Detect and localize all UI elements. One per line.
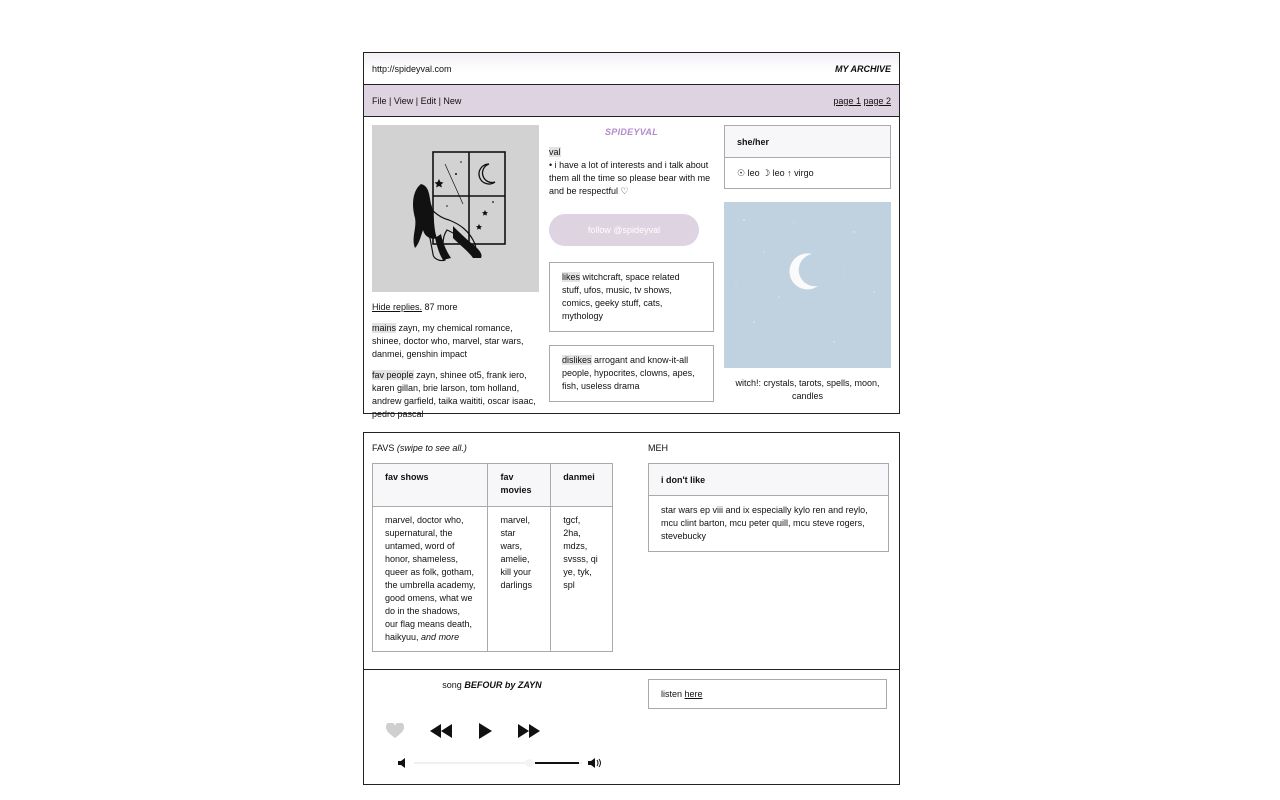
volume-high-icon[interactable]: [588, 758, 602, 768]
player-controls: [386, 723, 540, 739]
menu-sep: |: [386, 95, 394, 106]
cell-fav-shows: [373, 507, 488, 652]
listen-section: [648, 678, 887, 776]
likes-label: likes: [562, 272, 581, 282]
volume-thumb[interactable]: [525, 759, 533, 767]
favs-window: [363, 432, 900, 670]
dislikes-text: arrogant and know-it-all people, hypocrites, clowns, apes, fish, useless drama: [562, 355, 695, 391]
meh-card: [648, 463, 889, 552]
menu-bar: [364, 85, 899, 117]
fav-people-line: [372, 369, 539, 421]
pronouns: she/her: [725, 126, 890, 158]
replies-line: [372, 301, 539, 314]
volume-fill: [535, 762, 579, 764]
player-window: [363, 670, 900, 785]
col-header-fav-movies: fav movies: [488, 464, 551, 507]
favs-section: [372, 441, 613, 652]
pronouns-card: [724, 125, 891, 189]
favs-content: [364, 433, 899, 660]
bio-block: [549, 146, 714, 198]
archive-title: MY ARCHIVE: [834, 63, 891, 74]
favs-table[interactable]: [372, 463, 613, 652]
col-header-danmei: danmei: [551, 464, 613, 507]
fav-people-text: zayn, shinee ot5, frank iero, karen gillan, brie larson, tom holland, andrew garfield, taika waititi, oscar isaac, pedro pascal: [372, 370, 536, 419]
page-wrapper: [363, 52, 900, 785]
menu-file[interactable]: File: [372, 95, 387, 106]
volume-slider[interactable]: [414, 759, 582, 767]
profile-middle-column: [549, 125, 714, 405]
song-line: [372, 680, 612, 690]
listen-here-link[interactable]: here: [684, 689, 703, 699]
menu-view[interactable]: View: [393, 95, 414, 106]
listen-card: [648, 679, 887, 709]
fast-forward-icon[interactable]: [518, 724, 540, 738]
menu-sep: |: [413, 95, 421, 106]
fav-shows-text: marvel, doctor who, supernatural, the untamed, word of honor, shameless, queer as folk, gotham, the umbrella academy, good omens, what we do in the shadows, our flag means death, haikyuu,: [385, 515, 476, 642]
meh-card-header: i don't like: [649, 464, 888, 496]
song-prefix: song: [442, 680, 462, 690]
mains-line: [372, 322, 539, 361]
profile-content: [364, 117, 899, 419]
hide-replies-link[interactable]: Hide replies.: [372, 302, 423, 312]
meh-card-body: star wars ep viii and ix especially kylo ren and reylo, mcu clint barton, mcu peter quill, mcu steve rogers, stevebucky: [661, 505, 868, 541]
heart-icon[interactable]: [386, 723, 404, 739]
window-header: [364, 53, 899, 85]
listen-prefix: listen: [661, 689, 683, 699]
and-more-text: and more: [421, 632, 460, 642]
witch-caption: witch!: crystals, tarots, spells, moon, candles: [735, 378, 880, 401]
profile-left-column: [372, 125, 539, 419]
table-row: [373, 464, 613, 507]
volume-control: [398, 758, 602, 768]
fav-people-label: fav people: [372, 370, 414, 380]
play-icon[interactable]: [478, 723, 492, 739]
volume-low-icon[interactable]: [398, 758, 408, 768]
likes-text: witchcraft, space related stuff, ufos, music, tv shows, comics, geeky stuff, cats, mythology: [562, 272, 680, 321]
favs-subtitle: (swipe to see all.): [396, 443, 467, 453]
bio-text: • i have a lot of interests and i talk about them all the time so please bear with me and be respectful ♡: [549, 160, 711, 196]
meh-section: [648, 441, 889, 652]
music-player: [372, 678, 612, 776]
menu-sep: |: [436, 95, 444, 106]
menu-new[interactable]: New: [443, 95, 462, 106]
more-count: 87 more: [424, 302, 458, 312]
page-2-link[interactable]: page 2: [863, 95, 891, 106]
zodiac-signs: ☉ leo ☽ leo ↑ virgo: [737, 167, 814, 178]
table-row: [373, 507, 613, 652]
col-header-fav-shows: fav shows: [373, 464, 488, 507]
moon-image: [724, 202, 891, 368]
rewind-icon[interactable]: [430, 724, 452, 738]
page-links: [833, 96, 891, 106]
moon-sky-image: [724, 202, 891, 368]
menu-items: [372, 96, 461, 106]
profile-window: [363, 52, 900, 419]
cell-fav-movies: marvel, star wars, amelie, kill your darlings: [488, 507, 551, 652]
favs-heading: [372, 443, 613, 453]
mains-label: mains: [372, 323, 397, 333]
page-1-link[interactable]: page 1: [833, 95, 861, 106]
profile-right-column: [724, 125, 891, 405]
profile-illustration: [372, 125, 539, 292]
likes-card: [549, 262, 714, 332]
song-title: BEFOUR by ZAYN: [464, 680, 542, 690]
cell-danmei: tgcf, 2ha, mdzs, svsss, qi ye, tyk, spl: [551, 507, 613, 652]
site-url[interactable]: http://spideyval.com: [372, 63, 452, 74]
mains-text: zayn, my chemical romance, shinee, doctor who, marvel, star wars, danmei, genshin impact: [372, 323, 524, 359]
dislikes-label: dislikes: [562, 355, 592, 365]
menu-edit[interactable]: Edit: [420, 95, 437, 106]
favs-title: FAVS: [372, 443, 395, 453]
girl-window-illustration: [401, 144, 511, 274]
meh-title: MEH: [648, 443, 668, 453]
follow-button[interactable]: follow @spideyval: [549, 214, 699, 246]
dislikes-card: [549, 345, 714, 402]
username: SPIDEYVAL: [604, 127, 659, 137]
display-name: val: [549, 147, 561, 157]
